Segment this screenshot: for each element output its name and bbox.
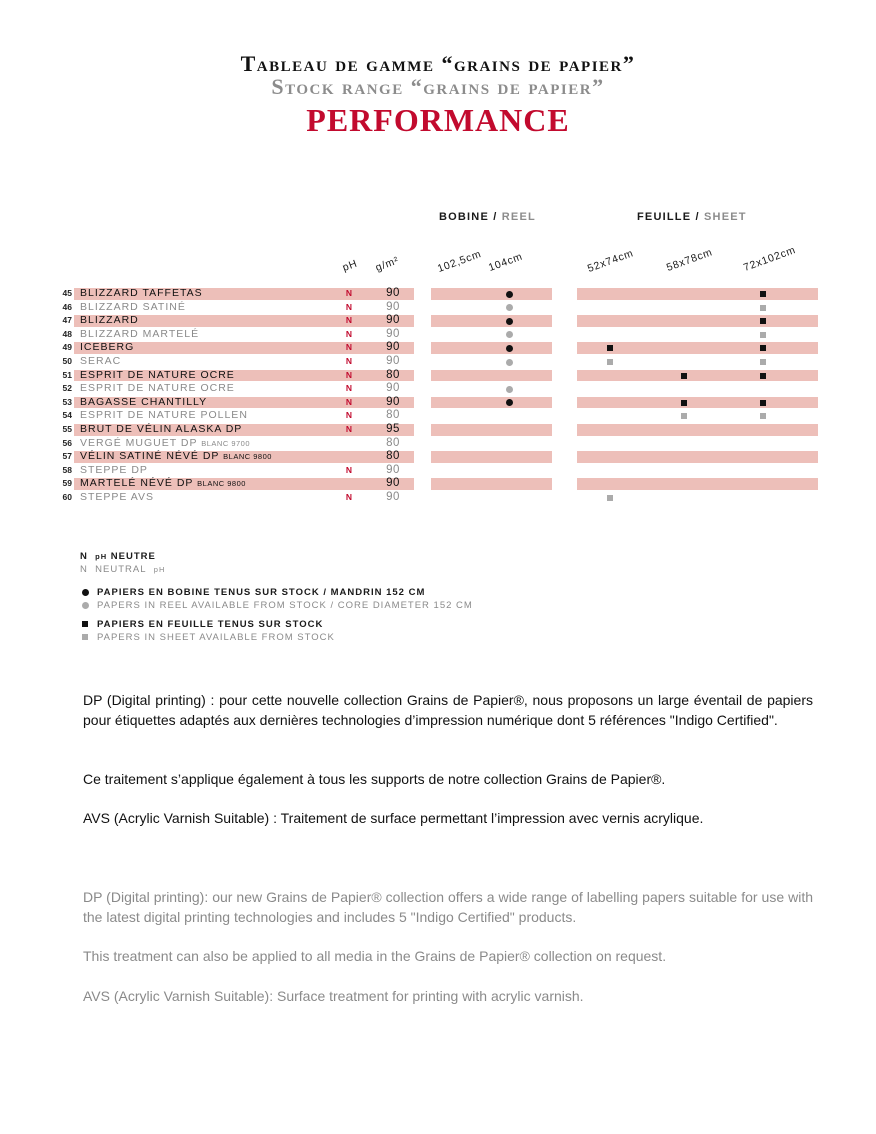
paper-name: VERGÉ MUGUET DP BLANC 9700: [80, 436, 251, 449]
sheet-format-header-1: 52x74cm: [585, 247, 636, 275]
row-band: [431, 315, 552, 327]
row-band: [577, 451, 818, 463]
ph-neutral-flag: N: [345, 492, 353, 502]
legend-neutral-en: N NEUTRAL pH: [80, 564, 166, 575]
paper-shade: BLANC 9800: [223, 452, 272, 462]
grammage-value: 90: [386, 314, 400, 327]
ph-neutral-flag: N: [345, 464, 353, 475]
grammage-value: 90: [386, 300, 400, 313]
title-english: Stock range “grains de papier”: [271, 74, 605, 99]
paper-name: BLIZZARD MARTELÉ: [80, 327, 200, 340]
reel-availability-dot-icon: [506, 386, 513, 393]
sheet-availability-square-icon: [760, 413, 766, 419]
grammage-value: 90: [386, 463, 400, 476]
ph-neutral-flag: N: [345, 315, 353, 326]
row-band: [577, 315, 818, 327]
ph-neutral-flag: N: [345, 383, 353, 394]
row-number: 57: [62, 451, 72, 462]
row-band: [577, 424, 818, 436]
ph-neutral-flag: N: [345, 396, 353, 407]
row-number: 50: [62, 356, 72, 366]
gsm-column-header: g/m²: [373, 254, 401, 274]
note-treatment-french: Ce traitement s’applique également à tous les supports de notre collection Grains de Papier®.: [83, 771, 666, 787]
reel-heading-en: REEL: [501, 211, 536, 223]
table-row: [0, 355, 876, 369]
table-row: [0, 491, 876, 505]
sheet-availability-square-icon: [681, 400, 687, 406]
table-row: [0, 423, 876, 437]
row-number: 51: [62, 369, 72, 380]
sheet-availability-square-icon: [760, 332, 766, 338]
row-band: [431, 342, 552, 354]
table-row: [0, 369, 876, 383]
grammage-value: 80: [386, 450, 400, 463]
reel-stock-dot-light-icon: [82, 602, 89, 609]
grammage-value: 90: [386, 355, 400, 367]
paper-name: STEPPE DP: [80, 463, 148, 476]
row-band: [431, 424, 552, 436]
sheet-availability-square-icon: [760, 291, 766, 297]
legend-sheet-en: PAPERS IN SHEET AVAILABLE FROM STOCK: [97, 632, 335, 643]
sheet-format-header-2: 58x78cm: [664, 246, 715, 274]
paper-name: BRUT DE VÉLIN ALASKA DP: [80, 423, 243, 435]
grammage-value: 90: [386, 382, 400, 395]
note-dp-french: DP (Digital printing) : pour cette nouvelle collection Grains de Papier®, nous proposons un large éventail de papiers pour étiquettes adaptés aux dernières technologies d’impression numérique dont 5 références "Indigo Certified".: [83, 692, 813, 728]
table-row: [0, 409, 876, 423]
ph-neutral-flag: N: [345, 424, 353, 434]
sheet-availability-square-icon: [681, 373, 687, 379]
paper-name: BLIZZARD SATINÉ: [80, 300, 186, 313]
reel-availability-dot-icon: [506, 318, 513, 325]
reel-group-heading: [439, 211, 536, 223]
row-band: [431, 397, 552, 409]
grammage-value: 90: [386, 327, 400, 340]
table-row: [0, 328, 876, 342]
row-number: 48: [62, 328, 72, 339]
row-number: 47: [62, 315, 72, 326]
sheet-heading-fr: FEUILLE /: [637, 211, 700, 223]
sheet-stock-square-light-icon: [82, 634, 88, 640]
reel-availability-dot-icon: [506, 331, 513, 338]
reel-availability-dot-icon: [506, 345, 513, 352]
table-row: [0, 396, 876, 410]
reel-availability-dot-icon: [506, 304, 513, 311]
grammage-value: 90: [386, 491, 400, 503]
row-band: [431, 288, 552, 300]
table-row: [0, 341, 876, 355]
legend-sheet-fr: PAPIERS EN FEUILLE TENUS SUR STOCK: [97, 619, 324, 630]
paper-name: MARTELÉ NÉVÉ DP BLANC 9800: [80, 477, 246, 490]
sheet-stock-square-icon: [82, 621, 88, 627]
row-number: 56: [62, 437, 72, 448]
row-band: [577, 370, 818, 382]
reel-width-header-2: 104cm: [486, 250, 525, 274]
row-number: 45: [62, 288, 72, 298]
sheet-availability-square-icon: [760, 345, 766, 351]
sheet-availability-square-icon: [760, 305, 766, 311]
sheet-availability-square-icon: [607, 345, 613, 351]
note-avs-english: AVS (Acrylic Varnish Suitable): Surface treatment for printing with acrylic varnish.: [83, 988, 584, 1004]
row-number: 54: [62, 410, 72, 421]
collection-title: PERFORMANCE: [306, 102, 570, 138]
sheet-group-heading: [637, 211, 747, 223]
row-band: [577, 478, 818, 490]
row-band: [577, 288, 818, 300]
reel-heading-fr: BOBINE /: [439, 211, 498, 223]
sheet-availability-square-icon: [760, 359, 766, 365]
table-row: [0, 464, 876, 478]
legend-reel-en: PAPERS IN REEL AVAILABLE FROM STOCK / CORE DIAMETER 152 CM: [97, 600, 473, 611]
ph-neutral-flag: N: [345, 410, 353, 421]
table-row: [0, 477, 876, 491]
paper-name: ICEBERG: [80, 341, 135, 354]
paper-name: STEPPE AVS: [80, 491, 154, 503]
row-band: [577, 397, 818, 409]
paper-name: ESPRIT DE NATURE OCRE: [80, 368, 235, 381]
reel-width-header-1: 102,5cm: [435, 248, 484, 275]
paper-name: BLIZZARD TAFFETAS: [80, 287, 203, 299]
grammage-value: 90: [386, 341, 400, 354]
grammage-value: 80: [386, 409, 400, 422]
sheet-availability-square-icon: [760, 373, 766, 379]
row-number: 46: [62, 301, 72, 312]
note-avs-french: AVS (Acrylic Varnish Suitable) : Traitement de surface permettant l’impression avec vernis acrylique.: [83, 810, 704, 826]
ph-neutral-flag: N: [345, 356, 353, 366]
row-number: 52: [62, 383, 72, 394]
table-row: [0, 382, 876, 396]
grammage-value: 90: [386, 395, 400, 408]
legend-neutral-fr: N pH NEUTRE: [80, 551, 156, 562]
grammage-value: 90: [386, 287, 400, 299]
ph-neutral-flag: N: [345, 301, 353, 312]
paper-name: BAGASSE CHANTILLY: [80, 395, 208, 408]
table-row: [0, 287, 876, 301]
paper-name: ESPRIT DE NATURE POLLEN: [80, 409, 248, 422]
sheet-availability-square-icon: [607, 359, 613, 365]
reel-availability-dot-icon: [506, 399, 513, 406]
ph-neutral-flag: N: [345, 369, 353, 380]
sheet-availability-square-icon: [681, 413, 687, 419]
ph-neutral-flag: N: [345, 342, 353, 353]
ph-neutral-flag: N: [345, 288, 353, 298]
sheet-heading-en: SHEET: [704, 211, 747, 223]
table-row: [0, 314, 876, 328]
row-band: [577, 342, 818, 354]
paper-name: BLIZZARD: [80, 314, 139, 327]
ph-neutral-flag: N: [345, 328, 353, 339]
table-row: [0, 301, 876, 315]
grammage-value: 80: [386, 436, 400, 449]
paper-name: SERAC: [80, 355, 122, 367]
row-band: [431, 478, 552, 490]
reel-availability-dot-icon: [506, 359, 513, 366]
row-number: 53: [62, 396, 72, 407]
title-french: Tableau de gamme “grains de papier”: [240, 51, 636, 76]
paper-name: VÉLIN SATINÉ NÉVÉ DP BLANC 9800: [80, 450, 272, 463]
reel-stock-dot-icon: [82, 589, 89, 596]
paper-shade: BLANC 9800: [197, 479, 246, 489]
sheet-format-header-3: 72x102cm: [741, 243, 798, 274]
ph-column-header: pH: [340, 257, 360, 274]
row-band: [431, 370, 552, 382]
row-number: 60: [62, 492, 72, 502]
paper-shade: BLANC 9700: [201, 438, 251, 448]
paper-name: ESPRIT DE NATURE OCRE: [80, 382, 235, 395]
reel-availability-dot-icon: [506, 291, 513, 298]
grammage-value: 80: [386, 368, 400, 381]
sheet-availability-square-icon: [760, 400, 766, 406]
row-band: [431, 451, 552, 463]
note-treatment-english: This treatment can also be applied to all media in the Grains de Papier® collection on request.: [83, 948, 667, 964]
sheet-availability-square-icon: [760, 318, 766, 324]
row-number: 55: [62, 424, 72, 434]
row-number: 49: [62, 342, 72, 353]
note-dp-english: DP (Digital printing): our new Grains de Papier® collection offers a wide range of labelling papers suitable for use with the latest digital printing technologies and includes 5 "Indigo Certified" products.: [83, 889, 813, 925]
title-block: [0, 52, 876, 140]
legend-reel-fr: PAPIERS EN BOBINE TENUS SUR STOCK / MANDRIN 152 CM: [97, 587, 426, 598]
sheet-availability-square-icon: [607, 495, 613, 501]
row-number: 58: [62, 464, 72, 475]
row-number: 59: [62, 478, 72, 489]
table-row: [0, 437, 876, 451]
grammage-value: 95: [386, 423, 400, 435]
grammage-value: 90: [386, 477, 400, 490]
table-row: [0, 450, 876, 464]
